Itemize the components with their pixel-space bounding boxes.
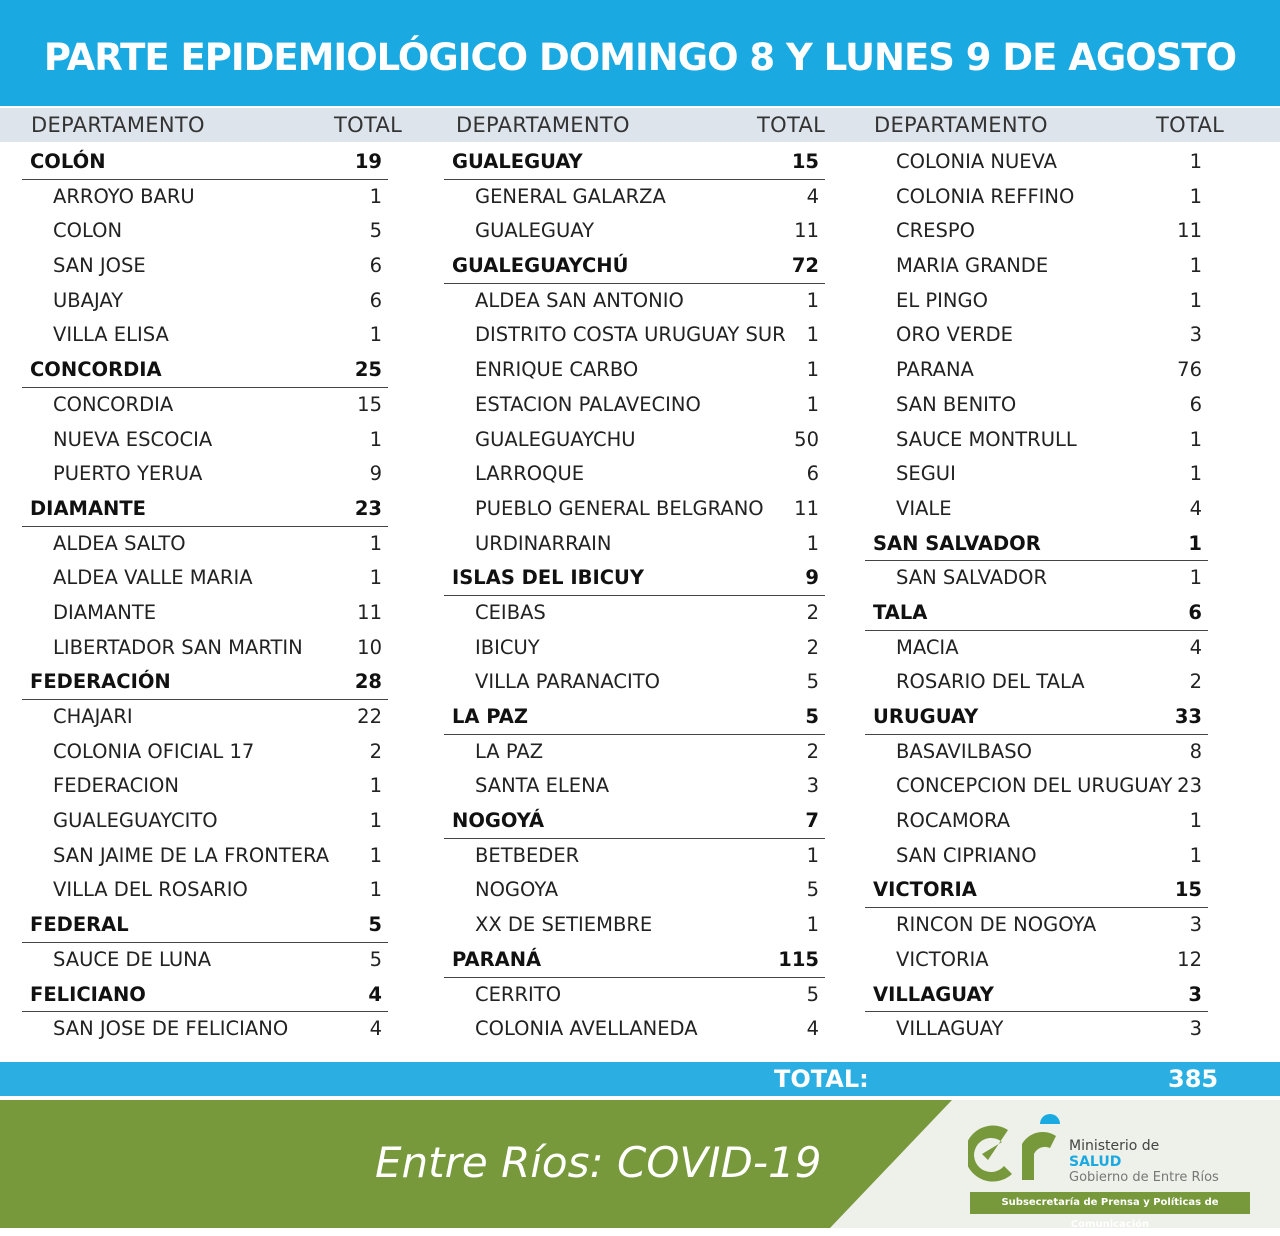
row-name: SEGUI bbox=[896, 462, 956, 486]
row-total: 22 bbox=[357, 705, 382, 728]
header-departamento: DEPARTAMENTO bbox=[456, 113, 630, 137]
locality-row bbox=[22, 527, 388, 562]
row-total: 1 bbox=[1189, 843, 1202, 867]
locality-row bbox=[865, 665, 1208, 700]
row-name: DIAMANTE bbox=[30, 496, 146, 520]
row-name: DISTRITO COSTA URUGUAY SUR bbox=[475, 323, 786, 347]
locality-row bbox=[444, 839, 825, 874]
row-name: PARANÁ bbox=[452, 947, 542, 971]
department-row bbox=[865, 700, 1208, 735]
row-total: 15 bbox=[1174, 878, 1202, 902]
row-name: ENRIQUE CARBO bbox=[475, 358, 639, 382]
row-total: 5 bbox=[368, 913, 382, 937]
row-name: ROCAMORA bbox=[896, 809, 1011, 833]
row-name: CONCORDIA bbox=[53, 392, 174, 416]
table-column-1 bbox=[22, 145, 388, 1047]
locality-row bbox=[865, 839, 1208, 874]
locality-row bbox=[22, 631, 388, 666]
department-row bbox=[444, 145, 825, 180]
row-total: 8 bbox=[1189, 739, 1202, 763]
locality-row bbox=[444, 457, 825, 492]
row-total: 1 bbox=[1189, 184, 1202, 208]
row-total: 6 bbox=[1189, 392, 1202, 416]
row-total: 11 bbox=[1177, 219, 1202, 243]
row-total: 115 bbox=[778, 947, 819, 971]
header-total: TOTAL bbox=[334, 113, 403, 137]
locality-row bbox=[865, 145, 1208, 180]
ministry-line2: SALUD bbox=[1069, 1154, 1122, 1170]
locality-row bbox=[444, 978, 825, 1013]
row-name: MARIA GRANDE bbox=[896, 254, 1049, 278]
row-name: VIALE bbox=[896, 496, 952, 520]
row-name: SANTA ELENA bbox=[475, 774, 610, 798]
row-name: VICTORIA bbox=[873, 878, 977, 902]
row-name: XX DE SETIEMBRE bbox=[475, 913, 653, 937]
locality-row bbox=[865, 1012, 1208, 1047]
row-name: VILLA ELISA bbox=[53, 323, 169, 347]
row-total: 1 bbox=[1189, 462, 1202, 486]
row-total: 11 bbox=[357, 600, 382, 624]
row-total: 33 bbox=[1174, 705, 1202, 728]
row-name: IBICUY bbox=[475, 635, 540, 659]
row-total: 5 bbox=[805, 705, 819, 728]
row-name: GUALEGUAYCHU bbox=[475, 427, 636, 451]
row-name: EL PINGO bbox=[896, 288, 988, 312]
locality-row bbox=[22, 423, 388, 458]
locality-row bbox=[22, 839, 388, 874]
row-name: COLONIA REFFINO bbox=[896, 184, 1075, 208]
row-total: 3 bbox=[1189, 1017, 1202, 1041]
row-name: FEDERACIÓN bbox=[30, 670, 171, 694]
locality-row bbox=[22, 249, 388, 284]
row-total: 1 bbox=[806, 288, 819, 312]
row-total: 6 bbox=[369, 254, 382, 278]
row-name: GENERAL GALARZA bbox=[475, 184, 666, 208]
row-name: MACIA bbox=[896, 635, 959, 659]
row-name: GUALEGUAYCHÚ bbox=[452, 254, 629, 278]
department-row bbox=[865, 527, 1208, 562]
row-total: 1 bbox=[369, 323, 382, 347]
locality-row bbox=[444, 665, 825, 700]
locality-row bbox=[865, 284, 1208, 319]
row-total: 5 bbox=[806, 982, 819, 1006]
locality-row bbox=[444, 492, 825, 527]
row-name: GUALEGUAYCITO bbox=[53, 809, 218, 833]
row-total: 15 bbox=[791, 150, 819, 173]
row-name: ALDEA VALLE MARIA bbox=[53, 566, 253, 590]
locality-row bbox=[865, 735, 1208, 770]
row-name: ROSARIO DEL TALA bbox=[896, 670, 1085, 694]
row-total: 2 bbox=[806, 635, 819, 659]
locality-row bbox=[22, 596, 388, 631]
row-total: 5 bbox=[806, 878, 819, 902]
row-total: 1 bbox=[369, 774, 382, 798]
locality-row bbox=[22, 769, 388, 804]
subsecretaria-label: Subsecretaría de Prensa y Políticas de Comunicación bbox=[970, 1192, 1250, 1214]
row-total: 1 bbox=[1189, 566, 1202, 590]
row-total: 9 bbox=[805, 566, 819, 590]
locality-row bbox=[865, 249, 1208, 284]
row-name: VILLA PARANACITO bbox=[475, 670, 660, 694]
row-total: 10 bbox=[357, 635, 382, 659]
locality-row bbox=[22, 284, 388, 319]
department-row bbox=[865, 596, 1208, 631]
row-name: NOGOYÁ bbox=[452, 809, 545, 833]
row-name: PUEBLO GENERAL BELGRANO bbox=[475, 496, 764, 520]
row-name: ISLAS DEL IBICUY bbox=[452, 566, 645, 590]
row-name: ESTACION PALAVECINO bbox=[475, 392, 701, 416]
row-name: PARANA bbox=[896, 358, 974, 382]
row-name: SAN SALVADOR bbox=[896, 566, 1048, 590]
department-row bbox=[865, 978, 1208, 1013]
row-total: 4 bbox=[1189, 635, 1202, 659]
locality-row bbox=[22, 804, 388, 839]
row-total: 5 bbox=[806, 670, 819, 694]
row-total: 1 bbox=[1189, 254, 1202, 278]
row-name: COLONIA OFICIAL 17 bbox=[53, 739, 255, 763]
row-total: 11 bbox=[794, 219, 819, 243]
row-total: 5 bbox=[369, 947, 382, 971]
grand-total-label: TOTAL: bbox=[774, 1065, 869, 1093]
row-name: CEIBAS bbox=[475, 600, 546, 624]
row-name: VICTORIA bbox=[896, 947, 989, 971]
row-total: 1 bbox=[1189, 288, 1202, 312]
locality-row bbox=[865, 457, 1208, 492]
ministry-line1: Ministerio de bbox=[1069, 1138, 1160, 1154]
locality-row bbox=[22, 1012, 388, 1047]
locality-row bbox=[865, 214, 1208, 249]
locality-row bbox=[444, 388, 825, 423]
row-total: 4 bbox=[369, 1017, 382, 1041]
row-total: 1 bbox=[369, 809, 382, 833]
row-name: COLON bbox=[53, 219, 123, 243]
locality-row bbox=[865, 353, 1208, 388]
row-total: 50 bbox=[794, 427, 819, 451]
locality-row bbox=[865, 388, 1208, 423]
row-total: 7 bbox=[805, 809, 819, 833]
locality-row bbox=[444, 423, 825, 458]
row-name: CRESPO bbox=[896, 219, 975, 243]
row-name: NOGOYA bbox=[475, 878, 559, 902]
row-total: 6 bbox=[806, 462, 819, 486]
row-total: 1 bbox=[369, 878, 382, 902]
locality-row bbox=[865, 180, 1208, 215]
row-name: ALDEA SAN ANTONIO bbox=[475, 288, 684, 312]
row-total: 1 bbox=[806, 913, 819, 937]
department-row bbox=[22, 665, 388, 700]
row-name: LIBERTADOR SAN MARTIN bbox=[53, 635, 303, 659]
row-total: 2 bbox=[369, 739, 382, 763]
row-total: 3 bbox=[1189, 323, 1202, 347]
row-name: GUALEGUAY bbox=[452, 150, 583, 173]
locality-row bbox=[22, 700, 388, 735]
row-name: FEDERAL bbox=[30, 913, 129, 937]
department-row bbox=[865, 873, 1208, 908]
row-name: UBAJAY bbox=[53, 288, 124, 312]
locality-row bbox=[22, 561, 388, 596]
row-total: 3 bbox=[806, 774, 819, 798]
row-total: 12 bbox=[1177, 947, 1202, 971]
row-total: 1 bbox=[1189, 150, 1202, 173]
page-title: PARTE EPIDEMIOLÓGICO DOMINGO 8 Y LUNES 9 DE AGOSTO bbox=[0, 0, 1280, 106]
row-name: NUEVA ESCOCIA bbox=[53, 427, 213, 451]
row-name: FEDERACION bbox=[53, 774, 179, 798]
locality-row bbox=[22, 388, 388, 423]
row-name: RINCON DE NOGOYA bbox=[896, 913, 1097, 937]
row-total: 1 bbox=[369, 531, 382, 555]
row-name: COLÓN bbox=[30, 150, 106, 173]
locality-row bbox=[865, 492, 1208, 527]
row-name: COLONIA AVELLANEDA bbox=[475, 1017, 698, 1041]
row-name: URUGUAY bbox=[873, 705, 979, 728]
row-name: URDINARRAIN bbox=[475, 531, 612, 555]
row-name: VILLAGUAY bbox=[873, 982, 994, 1006]
locality-row bbox=[865, 943, 1208, 978]
row-name: FELICIANO bbox=[30, 982, 146, 1006]
row-name: LA PAZ bbox=[475, 739, 544, 763]
locality-row bbox=[865, 561, 1208, 596]
row-name: LARROQUE bbox=[475, 462, 585, 486]
locality-row bbox=[444, 873, 825, 908]
row-name: SAN JAIME DE LA FRONTERA bbox=[53, 843, 330, 867]
row-total: 3 bbox=[1188, 982, 1202, 1006]
department-row bbox=[444, 561, 825, 596]
row-name: SAUCE DE LUNA bbox=[53, 947, 212, 971]
header-departamento: DEPARTAMENTO bbox=[874, 113, 1048, 137]
department-row bbox=[22, 492, 388, 527]
locality-row bbox=[444, 1012, 825, 1047]
ministry-line3: Gobierno de Entre Ríos bbox=[1069, 1170, 1219, 1185]
footer-title: Entre Ríos: COVID-19 bbox=[375, 1138, 822, 1187]
row-total: 25 bbox=[354, 358, 382, 382]
locality-row bbox=[22, 180, 388, 215]
row-name: SAN SALVADOR bbox=[873, 531, 1041, 555]
row-total: 1 bbox=[806, 392, 819, 416]
row-name: SAN BENITO bbox=[896, 392, 1017, 416]
row-total: 2 bbox=[1189, 670, 1202, 694]
locality-row bbox=[22, 873, 388, 908]
department-row bbox=[444, 804, 825, 839]
locality-row bbox=[22, 214, 388, 249]
row-total: 3 bbox=[1189, 913, 1202, 937]
row-name: ORO VERDE bbox=[896, 323, 1013, 347]
row-name: PUERTO YERUA bbox=[53, 462, 203, 486]
row-name: BASAVILBASO bbox=[896, 739, 1032, 763]
table-column-3 bbox=[865, 145, 1208, 1047]
row-total: 15 bbox=[357, 392, 382, 416]
department-row bbox=[444, 943, 825, 978]
row-total: 1 bbox=[1188, 531, 1202, 555]
row-total: 6 bbox=[1188, 600, 1202, 624]
header-total: TOTAL bbox=[1156, 113, 1225, 137]
row-total: 4 bbox=[806, 184, 819, 208]
locality-row bbox=[444, 318, 825, 353]
row-name: CERRITO bbox=[475, 982, 562, 1006]
row-name: ARROYO BARU bbox=[53, 184, 195, 208]
row-name: CONCEPCION DEL URUGUAY bbox=[896, 774, 1173, 798]
table-column-2 bbox=[444, 145, 825, 1047]
grand-total-value: 385 bbox=[1168, 1065, 1219, 1093]
row-total: 2 bbox=[806, 739, 819, 763]
column-header-bar bbox=[0, 108, 1280, 142]
row-total: 23 bbox=[354, 496, 382, 520]
locality-row bbox=[22, 457, 388, 492]
locality-row bbox=[444, 769, 825, 804]
department-row bbox=[22, 978, 388, 1013]
locality-row bbox=[865, 318, 1208, 353]
row-name: SAN CIPRIANO bbox=[896, 843, 1037, 867]
row-name: BETBEDER bbox=[475, 843, 580, 867]
locality-row bbox=[22, 943, 388, 978]
locality-row bbox=[865, 804, 1208, 839]
locality-row bbox=[444, 284, 825, 319]
row-total: 76 bbox=[1177, 358, 1202, 382]
row-total: 19 bbox=[354, 150, 382, 173]
row-name: SAN JOSE bbox=[53, 254, 146, 278]
header-departamento: DEPARTAMENTO bbox=[31, 113, 205, 137]
row-total: 4 bbox=[806, 1017, 819, 1041]
locality-row bbox=[444, 631, 825, 666]
row-name: CHAJARI bbox=[53, 705, 133, 728]
row-name: VILLA DEL ROSARIO bbox=[53, 878, 248, 902]
row-total: 4 bbox=[368, 982, 382, 1006]
row-total: 1 bbox=[369, 566, 382, 590]
locality-row bbox=[865, 769, 1208, 804]
row-name: DIAMANTE bbox=[53, 600, 157, 624]
row-total: 72 bbox=[791, 254, 819, 278]
locality-row bbox=[444, 214, 825, 249]
locality-row bbox=[444, 527, 825, 562]
row-name: TALA bbox=[873, 600, 928, 624]
row-name: SAUCE MONTRULL bbox=[896, 427, 1077, 451]
department-row bbox=[444, 249, 825, 284]
row-total: 11 bbox=[794, 496, 819, 520]
row-total: 5 bbox=[369, 219, 382, 243]
row-total: 1 bbox=[369, 184, 382, 208]
row-total: 4 bbox=[1189, 496, 1202, 520]
department-row bbox=[22, 353, 388, 388]
row-name: SAN JOSE DE FELICIANO bbox=[53, 1017, 289, 1041]
department-row bbox=[444, 700, 825, 735]
locality-row bbox=[865, 423, 1208, 458]
row-name: GUALEGUAY bbox=[475, 219, 595, 243]
er-logo bbox=[968, 1110, 1068, 1194]
row-total: 6 bbox=[369, 288, 382, 312]
row-name: COLONIA NUEVA bbox=[896, 150, 1057, 173]
header-total: TOTAL bbox=[757, 113, 826, 137]
locality-row bbox=[444, 180, 825, 215]
footer bbox=[0, 1100, 1280, 1228]
locality-row bbox=[22, 318, 388, 353]
locality-row bbox=[22, 735, 388, 770]
row-name: VILLAGUAY bbox=[896, 1017, 1004, 1041]
row-total: 1 bbox=[369, 843, 382, 867]
row-total: 28 bbox=[354, 670, 382, 694]
row-total: 2 bbox=[806, 600, 819, 624]
locality-row bbox=[865, 908, 1208, 943]
locality-row bbox=[444, 596, 825, 631]
row-total: 1 bbox=[806, 323, 819, 347]
row-total: 1 bbox=[806, 531, 819, 555]
row-total: 9 bbox=[369, 462, 382, 486]
row-total: 1 bbox=[1189, 427, 1202, 451]
row-total: 1 bbox=[1189, 809, 1202, 833]
row-total: 1 bbox=[806, 358, 819, 382]
row-total: 23 bbox=[1177, 774, 1202, 798]
department-row bbox=[22, 908, 388, 943]
grand-total-bar bbox=[0, 1062, 1280, 1096]
row-total: 1 bbox=[369, 427, 382, 451]
row-name: LA PAZ bbox=[452, 705, 529, 728]
locality-row bbox=[444, 353, 825, 388]
department-row bbox=[22, 145, 388, 180]
row-total: 1 bbox=[806, 843, 819, 867]
locality-row bbox=[444, 908, 825, 943]
row-name: CONCORDIA bbox=[30, 358, 162, 382]
locality-row bbox=[444, 735, 825, 770]
row-name: ALDEA SALTO bbox=[53, 531, 186, 555]
locality-row bbox=[865, 631, 1208, 666]
